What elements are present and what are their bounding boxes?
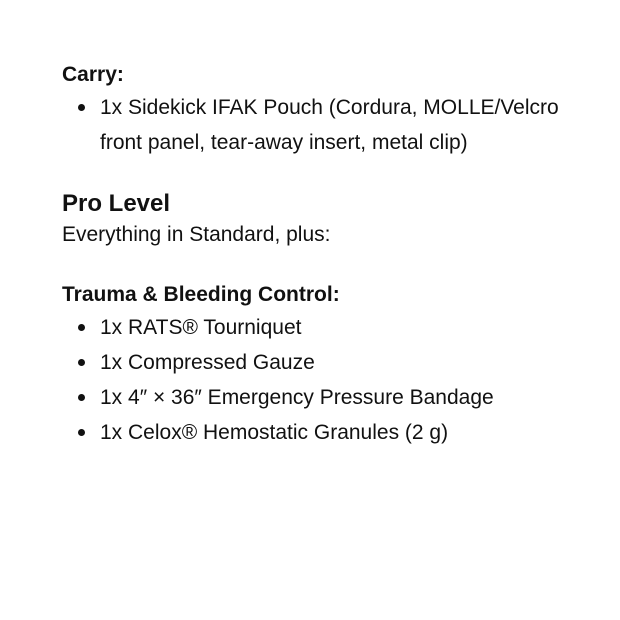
list-item-text: 1x Compressed Gauze: [100, 351, 315, 374]
list-item: [76, 310, 582, 345]
list-item-text: 1x 4″ × 36″ Emergency Pressure Bandage: [100, 386, 494, 409]
list-item-text: 1x Sidekick IFAK Pouch (Cordura, MOLLE/Velcro front panel, tear-away insert, metal clip): [100, 96, 559, 154]
list-item: [76, 345, 582, 380]
carry-heading: Carry:: [62, 63, 124, 86]
bullet-icon: [78, 104, 85, 111]
bullet-icon: [78, 324, 85, 331]
document-content: [62, 60, 582, 450]
carry-list: [62, 90, 582, 160]
list-item-text: 1x RATS® Tourniquet: [100, 316, 302, 339]
list-item: [76, 380, 582, 415]
pro-level-intro: Everything in Standard, plus:: [62, 223, 331, 246]
trauma-heading: Trauma & Bleeding Control:: [62, 283, 340, 306]
pro-level-heading: Pro Level: [62, 190, 171, 217]
list-item-text: 1x Celox® Hemostatic Granules (2 g): [100, 421, 449, 444]
bullet-icon: [78, 359, 85, 366]
trauma-list: [62, 310, 582, 450]
bullet-icon: [78, 394, 85, 401]
list-item: [76, 90, 582, 160]
list-item: [76, 415, 582, 450]
bullet-icon: [78, 429, 85, 436]
